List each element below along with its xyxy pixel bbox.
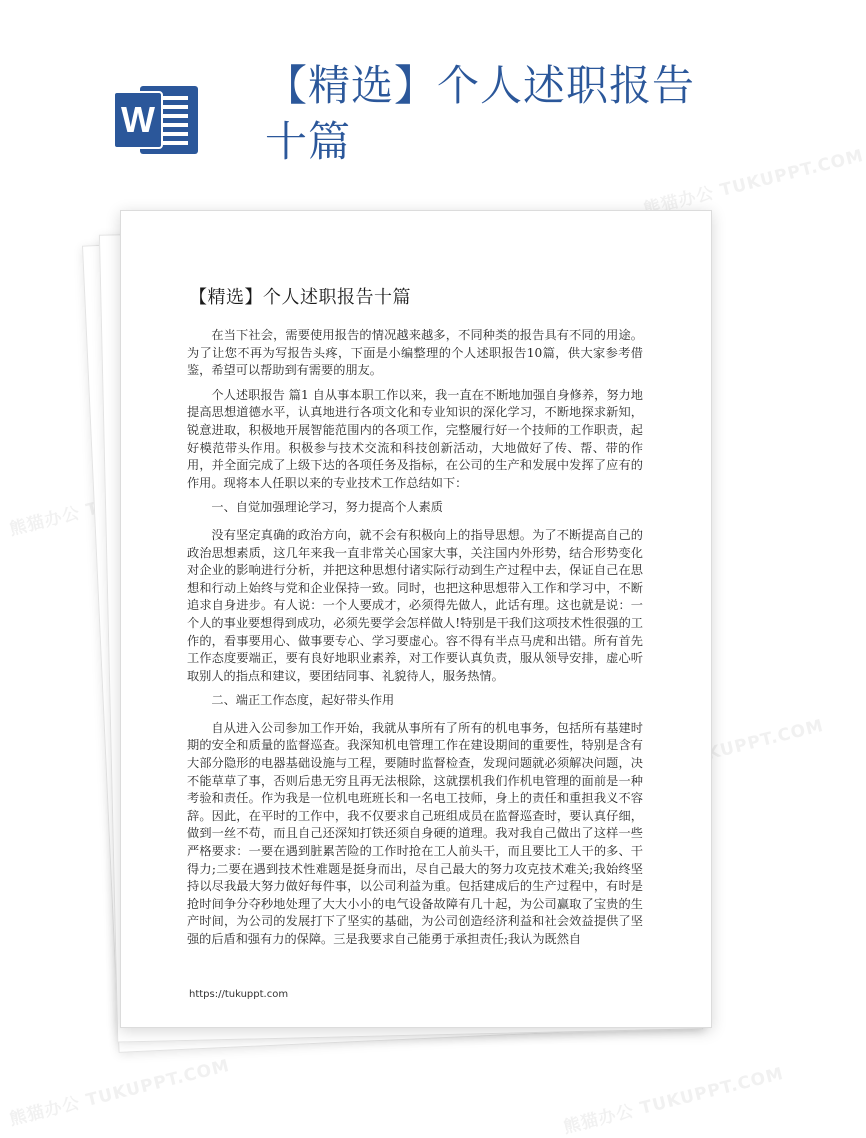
section-heading: 二、端正工作态度，起好带头作用 [211, 693, 395, 708]
word-document-icon [106, 80, 216, 160]
document-body [187, 327, 643, 956]
watermark-text: 熊猫办公 TUKUPPT.COM [7, 1055, 232, 1130]
paragraph: 没有坚定真确的政治方向，就不会有积极向上的指导思想。为了不断提高自己的政治思想素质，这几年来我一直非常关心国家大事，关注国内外形势，结合形势变化对企业的影响进行分析，并把这种思想付诸实际行动到生产过程中去，保证自己在思想和行动上始终与党和企业保持一致。同时，也把这种思想带入工作和学习中，不断追求自身进步。有人说：一个人要成才，必须得先做人，此话有理。这也就是说：一个人的事业要想得到成功，必须先要学会怎样做人!特别是干我们这项技术性很强的工作的，看事要用心、做事要专心、学习要虚心。容不得有半点马虎和出错。所有首先工作态度要端正，要有良好地职业素养，对工作要认真负责，服从领导安排，虚心听取别人的指点和建议，要团结同事、礼貌待人，服务热情。 [187, 527, 643, 683]
watermark-text: 熊猫办公 TUKUPPT.COM [561, 1063, 786, 1138]
paragraph: 自从进入公司参加工作开始，我就从事所有了所有的机电事务，包括所有基建时期的安全和质量的监督巡查。我深知机电管理工作在建设期间的重要性，特别是含有大部分隐形的电器基础设施与工程，要随时监督检查，发现问题就必须解决问题，决不能草草了事，否则后患无穷且再无法根除，这就摆机我们作机电管理的面前是一种考验和责任。作为我是一位机电班班长和一名电工技师，身上的责任和重担我义不容辞。因此，在平时的工作中，我不仅要求自己班组成员在监督巡查时，要认真仔细，做到一丝不苟，而且自己还深知打铁还须自身硬的道理。我对我自己做出了这样一些严格要求：一要在遇到脏累苦险的工作时抢在工人前头干，而且要比工人干的多、干得力;二要在遇到技术性难题是挺身而出，尽自己最大的努力攻克技术难关;我始终坚持以尽我最大努力做好每件事，以公司利益为重。包括建成后的生产过程中，有时是抢时间争分夺秒地处理了大大小小的电气设备故障有几十起，为公司赢取了宝贵的生产时间，为公司的发展打下了坚实的基础，为公司创造经济利益和社会效益提供了坚强的后盾和强有力的保障。三是我要求自己能勇于承担责任;我认为既然自 [187, 720, 643, 946]
page-title: 【精选】个人述职报告十篇 [265, 61, 696, 166]
source-url: https://tukuppt.com [189, 989, 289, 1000]
watermark-text: 熊猫办公 TUKUPPT.COM [601, 715, 826, 790]
watermark-text: 熊猫办公 TUKUPPT.COM [641, 145, 866, 220]
section-heading: 一、自觉加强理论学习，努力提高个人素质 [211, 500, 443, 515]
paragraph-intro: 在当下社会，需要使用报告的情况越来越多，不同种类的报告具有不同的用途。为了让您不再为写报告头疼，下面是小编整理的个人述职报告10篇，供大家参考借鉴，希望可以帮助到有需要的朋友。 [187, 328, 643, 378]
paragraph: 个人述职报告 篇1 自从事本职工作以来，我一直在不断地加强自身修养，努力地提高思想道德水平，认真地进行各项文化和专业知识的深化学习，不断地探求新知，锐意进取，积极地开展智能范围内的各项工作，完整履行好一个技师的工作职责，起好模范带头作用。积极参与技术交流和科技创新活动，大地做好了传、帮、带的作用，并全面完成了上级下达的各项任务及指标，在公司的生产和发展中发挥了应有的作用。现将本人任职以来的专业技术工作总结如下： [187, 387, 643, 490]
document-title: 【精选】个人述职报告十篇 [189, 287, 411, 308]
watermark-text: 熊猫办公 [7, 503, 83, 540]
document-page [120, 210, 712, 1028]
logo-letter: W [121, 99, 155, 140]
